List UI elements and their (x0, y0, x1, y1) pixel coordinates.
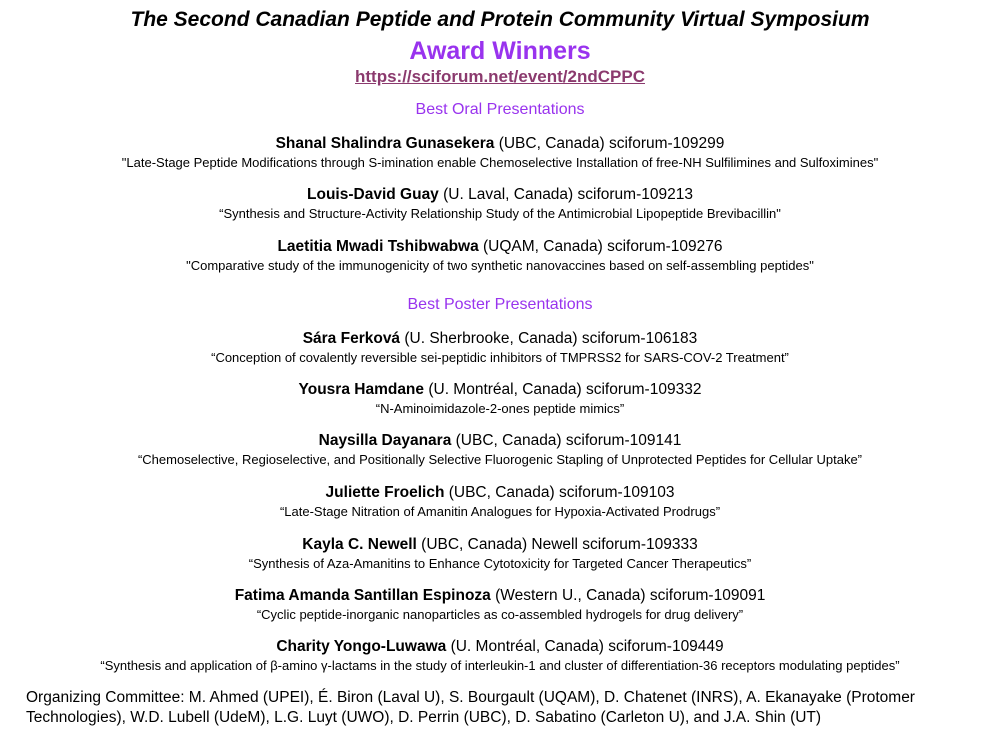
poster-entry-2 (0, 380, 1000, 417)
oral-entry-3 (0, 237, 1000, 274)
presentation-title: “Synthesis of Aza-Amanitins to Enhance Cytotoxicity for Targeted Cancer Therapeutics” (248, 556, 752, 571)
award-winners-heading: Award Winners (409, 37, 591, 65)
presentation-title: “N-Aminoimidazole-2-ones peptide mimics” (375, 401, 625, 416)
winner-name: Shanal Shalindra Gunasekera (275, 135, 495, 152)
winner-affiliation: (U. Sherbrooke, Canada) sciforum-106183 (400, 330, 698, 347)
winner-name: Yousra Hamdane (298, 381, 425, 398)
poster-entry-1 (0, 329, 1000, 366)
winner-name: Kayla C. Newell (302, 536, 417, 553)
winner-affiliation: (Western U., Canada) sciforum-109091 (490, 587, 766, 604)
winner-name: Naysilla Dayanara (318, 432, 452, 449)
winner-affiliation: (U. Laval, Canada) sciforum-109213 (438, 186, 693, 203)
poster-entry-6 (0, 586, 1000, 623)
poster-entry-4 (0, 483, 1000, 520)
oral-entry-2 (0, 185, 1000, 222)
poster-entry-3 (0, 431, 1000, 468)
poster-entry-5 (0, 535, 1000, 572)
organizing-committee: Organizing Committee: M. Ahmed (UPEI), É. Biron (Laval U), S. Bourgault (UQAM), D. Chatenet (INRS), A. Ekanayake (Protomer Technologies), W.D. Lubell (UdeM), L.G. Luyt (UWO), D. Perrin (UBC), D. Sabatino (Carleton U), and J.A. Shin (UT) (26, 689, 915, 726)
poster-entry-2-line (0, 380, 1000, 400)
winner-name: Fatima Amanda Santillan Espinoza (234, 587, 491, 604)
winner-affiliation: (U. Montréal, Canada) sciforum-109449 (446, 638, 724, 655)
winner-name: Charity Yongo-Luwawa (276, 638, 447, 655)
presentation-title: "Comparative study of the immunogenicity of two synthetic nanovaccines based on self-assembling peptides" (186, 258, 814, 273)
oral-entry-3-line (0, 237, 1000, 257)
poster-entry-1-line (0, 329, 1000, 349)
oral-entry-1 (0, 134, 1000, 171)
presentation-title: “Cyclic peptide-inorganic nanoparticles as co-assembled hydrogels for drug delivery” (256, 607, 744, 622)
poster-entry-7-line (0, 637, 1000, 657)
winner-affiliation: (UBC, Canada) sciforum-109103 (444, 484, 675, 501)
presentation-title: “Chemoselective, Regioselective, and Positionally Selective Fluorogenic Stapling of Unprotected Peptides for Cellular Uptake” (137, 452, 863, 467)
winner-affiliation: (UBC, Canada) sciforum-109299 (494, 135, 725, 152)
poster-entry-7 (0, 637, 1000, 674)
poster-entry-4-line (0, 483, 1000, 503)
event-link[interactable]: https://sciforum.net/event/2ndCPPC (355, 67, 645, 86)
winner-affiliation: (UBC, Canada) Newell sciforum-109333 (416, 536, 698, 553)
event-link-container (0, 66, 1000, 88)
winner-name: Laetitia Mwadi Tshibwabwa (277, 238, 479, 255)
oral-entry-2-line (0, 185, 1000, 205)
presentation-title: “Synthesis and Structure-Activity Relationship Study of the Antimicrobial Lipopeptide Brevibacillin" (219, 206, 781, 221)
winner-name: Sára Ferková (302, 330, 401, 347)
presentation-title: “Synthesis and application of β-amino γ-lactams in the study of interleukin-1 and cluster of differentiation-36 receptors modulating peptides” (100, 658, 900, 673)
presentation-title: “Conception of covalently reversible sei-peptidic inhibitors of TMPRSS2 for SARS-COV-2 Treatment” (211, 350, 789, 365)
winner-affiliation: (UQAM, Canada) sciforum-109276 (478, 238, 723, 255)
winner-name: Juliette Froelich (325, 484, 445, 501)
symposium-title: The Second Canadian Peptide and Protein Community Virtual Symposium (130, 8, 870, 31)
oral-entry-1-line (0, 134, 1000, 154)
winner-name: Louis-David Guay (307, 186, 439, 203)
winner-affiliation: (U. Montréal, Canada) sciforum-109332 (424, 381, 702, 398)
poster-entry-6-line (0, 586, 1000, 606)
oral-section-heading: Best Oral Presentations (415, 101, 585, 118)
presentation-title: "Late-Stage Peptide Modifications through S-imination enable Chemoselective Installation of free-NH Sulfilimines and Sulfoximines" (121, 155, 879, 170)
presentation-title: “Late-Stage Nitration of Amanitin Analogues for Hypoxia-Activated Prodrugs” (279, 504, 721, 519)
poster-entry-5-line (0, 535, 1000, 555)
winner-affiliation: (UBC, Canada) sciforum-109141 (451, 432, 682, 449)
poster-section-heading: Best Poster Presentations (407, 296, 593, 313)
poster-entry-3-line (0, 431, 1000, 451)
